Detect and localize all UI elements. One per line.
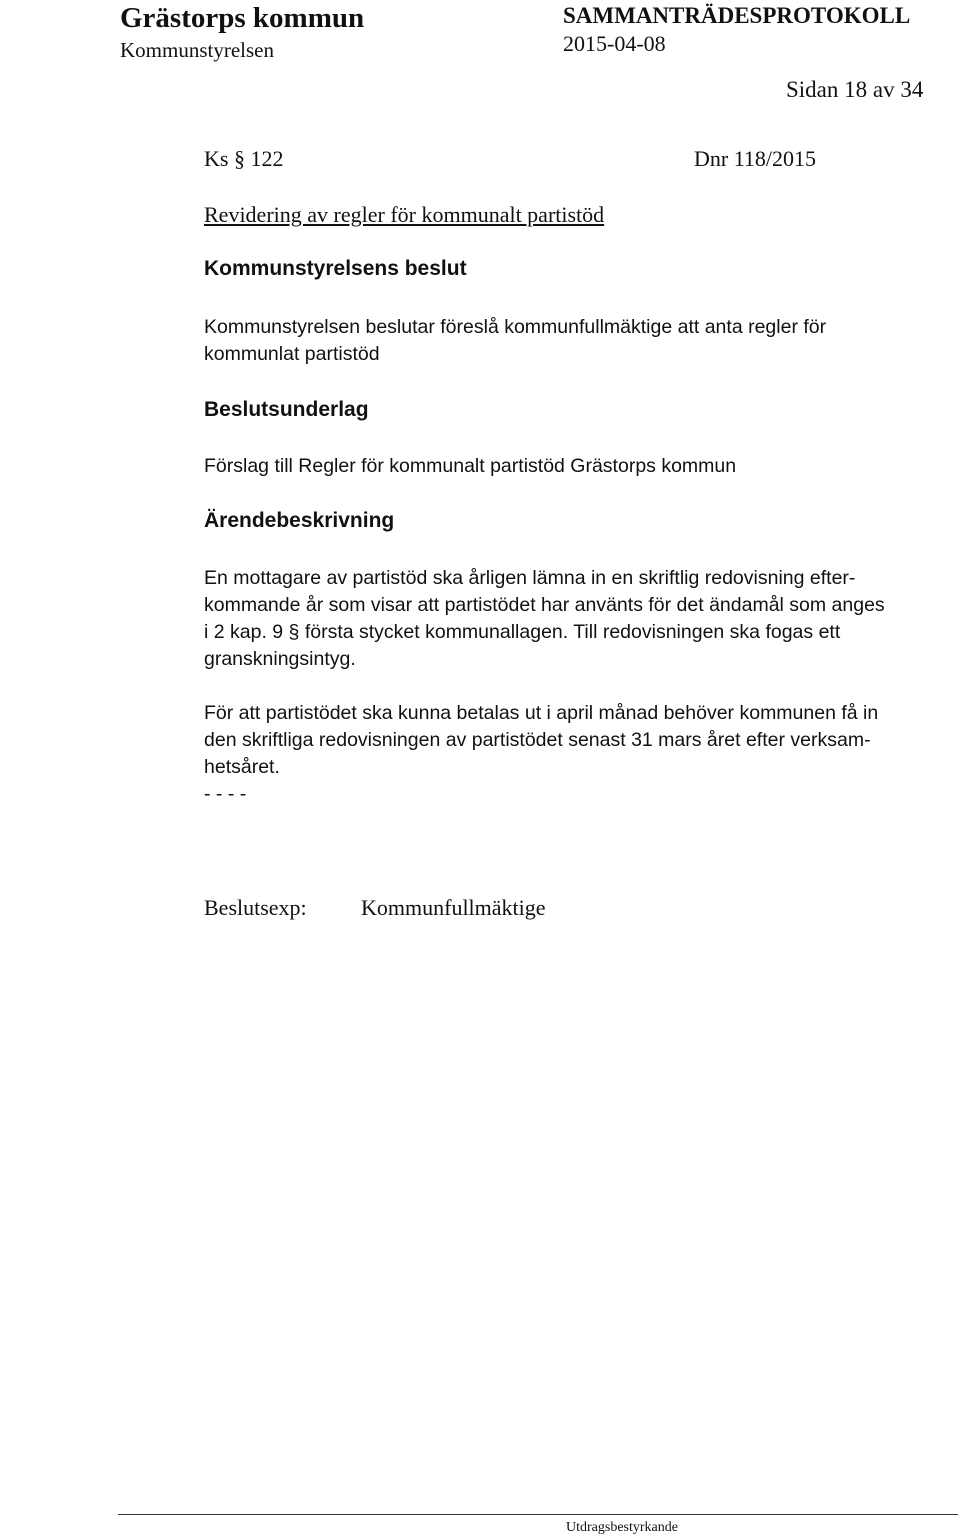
description-heading: Ärendebeskrivning [204, 509, 395, 532]
decision-heading: Kommunstyrelsens beslut [204, 257, 467, 280]
description-paragraph-2 [204, 700, 878, 808]
footer-divider [118, 1514, 958, 1515]
text-line: Kommunstyrelsen beslutar föreslå kommunfullmäktige att anta regler för [204, 316, 827, 338]
description-paragraph-1 [204, 565, 885, 673]
dispatch-recipient: Kommunfullmäktige [361, 895, 546, 920]
registration-number: Dnr 118/2015 [694, 146, 817, 171]
end-marker: - - - - [204, 783, 247, 805]
decision-text [204, 314, 826, 368]
basis-heading: Beslutsunderlag [204, 398, 369, 421]
text-line: i 2 kap. 9 § första stycket kommunallagen. Till redovisningen ska fogas ett [204, 621, 841, 643]
certification-label: Utdragsbestyrkande [566, 1520, 678, 1535]
document-type: SAMMANTRÄDESPROTOKOLL [563, 3, 911, 28]
meeting-date: 2015-04-08 [563, 31, 666, 56]
text-line: hetsåret. [204, 756, 280, 778]
committee-name: Kommunstyrelsen [120, 38, 274, 62]
text-line: kommande år som visar att partistödet har använts för det ändamål som anges [204, 594, 885, 616]
text-line: den skriftliga redovisningen av partistödet senast 31 mars året efter verksam- [204, 729, 871, 751]
case-number: Ks § 122 [204, 146, 284, 171]
text-line: För att partistödet ska kunna betalas ut i april månad behöver kommunen få in [204, 702, 879, 724]
text-line: En mottagare av partistöd ska årligen lämna in en skriftlig redovisning efter- [204, 567, 856, 589]
basis-text [204, 453, 736, 480]
text-line: Förslag till Regler för kommunalt partistöd Grästorps kommun [204, 455, 737, 477]
case-title: Revidering av regler för kommunalt partistöd [204, 202, 605, 227]
text-line: kommunlat partistöd [204, 343, 380, 365]
page-indicator: Sidan 18 av 34 [786, 77, 924, 102]
organization-name: Grästorps kommun [120, 2, 365, 34]
text-line: granskningsintyg. [204, 648, 356, 670]
dispatch-label: Beslutsexp: [204, 895, 307, 920]
